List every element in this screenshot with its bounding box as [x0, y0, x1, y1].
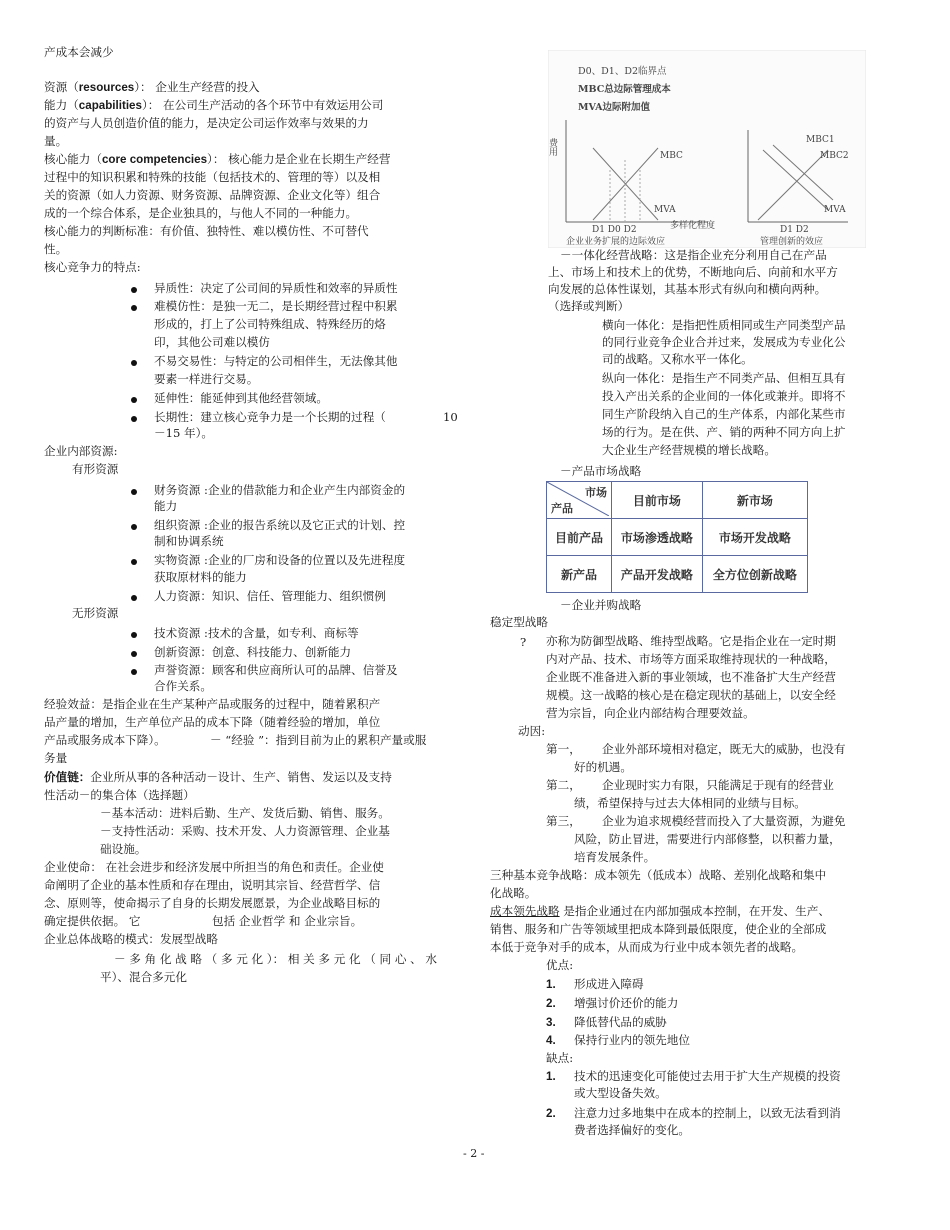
- text-line: 础设施。: [100, 842, 147, 856]
- marginal-effect-diagram: [548, 50, 866, 248]
- list-item: 长期性：建立核心竞争力是一个长期的过程（: [154, 410, 386, 424]
- bullet-icon: [131, 287, 137, 293]
- text-line: 同生产阶段纳入自己的生产体系，内部化某些市: [602, 407, 846, 421]
- section-heading: 核心竞争力的特点:: [44, 260, 141, 274]
- list-item: 增强讨价还价的能力: [574, 996, 679, 1010]
- subsection-heading: 有形资源: [72, 462, 119, 476]
- text-line: 横向一体化：是指把性质相同或生产同类型产品: [602, 318, 846, 332]
- text-line: 产品或服务成本下降）。: [44, 733, 166, 747]
- bullet-icon: [131, 524, 137, 530]
- bullet-icon: [131, 632, 137, 638]
- text-line: 销售、服务和广告等领域里把成本降到最低限度，使企业的全部成: [490, 922, 827, 936]
- list-item: 实物资源 :企业的厂房和设备的位置以及先进程度: [154, 553, 406, 567]
- value-chain-line: 价值链：企业所从事的各种活动－设计、生产、销售、发运以及支持: [44, 770, 392, 784]
- bullet-icon: [131, 595, 137, 601]
- text-line: 企业总体战略的模式：发展型战略: [44, 932, 218, 946]
- text-line: 念、原则等，使命揭示了自身的长期发展愿景，为企业战略目标的: [44, 896, 381, 910]
- subsection-heading: 缺点:: [546, 1051, 574, 1065]
- matrix-row-header: 新产品: [547, 556, 612, 593]
- text-line: 营为宗旨，向企业内部结构合理要效益。: [546, 706, 755, 720]
- y-axis-label: 费用: [548, 138, 557, 156]
- text-line: 包括 企业哲学 和 企业宗旨。: [212, 914, 363, 928]
- text-line: 三种基本竞争战略：成本领先（低成本）战略、差别化战略和集中: [490, 868, 827, 882]
- text-line: 大企业生产经营规模的增长战略。: [602, 443, 776, 457]
- list-item: 技术的迅速变化可能使过去用于扩大生产规模的投资: [574, 1069, 841, 1083]
- list-number: 2.: [546, 1107, 556, 1120]
- text-line: －企业并购战略: [560, 598, 642, 612]
- text-line: 性。: [44, 242, 68, 256]
- text-line: 性活动－的集合体（选择题）: [44, 788, 195, 802]
- list-item: 绩，希望保持与过去大体相同的业绩与目标。: [574, 796, 806, 810]
- bullet-icon: [131, 559, 137, 565]
- matrix-corner-product: 产品: [551, 502, 573, 515]
- bullet-icon: [131, 360, 137, 366]
- text-line: 化战略。: [490, 886, 537, 900]
- question-mark-icon: ?: [520, 635, 527, 649]
- list-item: 形成进入障碍: [574, 977, 644, 991]
- list-number: 1.: [546, 978, 556, 991]
- list-item: 组织资源 :企业的报告系统以及它正式的计划、控: [154, 518, 406, 532]
- text-line: 过程中的知识积累和特殊的技能（包括技术的、管理的等）以及相: [44, 170, 381, 184]
- text-line: 量。: [44, 134, 68, 148]
- x-tick-labels: D1 D2: [780, 225, 809, 235]
- list-item: －15 年）。: [154, 426, 214, 440]
- list-item: 获取原材料的能力: [154, 570, 247, 584]
- list-marker: 第一，: [546, 742, 581, 756]
- matrix-cell: 全方位创新战略: [702, 556, 807, 593]
- list-item: 合作关系。: [154, 679, 212, 693]
- text-line: 企业使命： 在社会进步和经济发展中所担当的角色和责任。企业使: [44, 860, 384, 874]
- x-tick-labels: D1 D0 D2: [592, 225, 637, 235]
- text-line: 品产量的增加，生产单位产品的成本下降（随着经验的增加，单位: [44, 715, 381, 729]
- list-item: 或大型设备失效。: [574, 1086, 667, 1100]
- matrix-cell: 产品开发战略: [612, 556, 703, 593]
- text-line: 纵向一体化：是指生产不同类产品、但相互具有: [602, 371, 846, 385]
- list-item: 创新资源：创意、科技能力、创新能力: [154, 645, 352, 659]
- text-line: －基本活动：进料后勤、生产、发货后勤、销售、服务。: [100, 806, 390, 820]
- text-line: －一体化经营战略：这是指企业充分利用自己在产品: [560, 248, 827, 262]
- text-line: 的资产与人员创造价值的能力，是决定公司运作效率与效果的力: [44, 116, 369, 130]
- mva-label: MVA: [654, 205, 676, 215]
- subsection-heading: 优点:: [546, 958, 574, 972]
- list-number: 4.: [546, 1034, 556, 1047]
- list-item: 注意力过多地集中在成本的控制上，以致无法看到消: [574, 1106, 841, 1120]
- text-line: 向发展的总体性谋划，其基本形式有纵向和横向两种。: [548, 282, 827, 296]
- bullet-icon: [131, 416, 137, 422]
- text-line: 务量: [44, 751, 68, 765]
- list-item: 费者选择偏好的变化。: [574, 1123, 690, 1137]
- text-line: （选择或判断）: [548, 299, 630, 313]
- bullet-icon: [131, 489, 137, 495]
- diagram-caption: 管理创新的效应: [760, 237, 824, 247]
- subsection-heading: 无形资源: [72, 606, 119, 620]
- list-item: 形成的，打上了公司特殊组成、特殊经历的烙: [154, 317, 386, 331]
- list-item: 企业外部环境相对稳定，既无大的威胁，也没有: [602, 742, 846, 756]
- matrix-cell: 市场渗透战略: [612, 519, 703, 556]
- mbc1-label: MBC1: [806, 135, 835, 145]
- text-line: 亦称为防御型战略、维持型战略。它是指企业在一定时期: [546, 634, 836, 648]
- text-line: 司的战略。又称水平一体化。: [602, 352, 753, 366]
- capabilities-label: 能力（capabilities）： 在公司生产活动的各个环节中有效运用公司: [44, 98, 384, 112]
- list-number: 1.: [546, 1070, 556, 1083]
- resources-label: 资源（resources）： 企业生产经营的投入: [44, 80, 260, 94]
- diagram-legend: D0、D1、D2临界点: [578, 66, 667, 77]
- text-line: － 多 角 化 战 略 （ 多 元 化 ）： 相 关 多 元 化 （ 同 心 、 水: [114, 952, 437, 966]
- text-line: 规模。这一战略的核心是在稳定现状的基础上，以安全经: [546, 688, 836, 702]
- text-line: 上、市场上和技术上的优势，不断地向后、向前和水平方: [548, 265, 838, 279]
- list-item: 难模仿性：是独一无二，是长期经营过程中积累: [154, 299, 398, 313]
- text-line: 本低于竞争对手的成本，从而成为行业中成本领先者的战略。: [490, 940, 804, 954]
- text-line: 确定提供依据。 它: [44, 914, 141, 928]
- text-line: 内对产品、技术、市场等方面采取维持现状的一种战略，: [546, 652, 836, 666]
- diagram-caption: 企业业务扩展的边际效应: [566, 237, 666, 247]
- list-item: 声誉资源：顾客和供应商所认可的品牌、信誉及: [154, 663, 398, 677]
- mbc-label: MBC: [660, 151, 683, 161]
- bullet-icon: [131, 305, 137, 311]
- matrix-col-header: 新市场: [702, 482, 807, 519]
- list-item: 技术资源 :技术的含量，如专利、商标等: [154, 626, 359, 640]
- list-item: 降低替代品的威胁: [574, 1015, 667, 1029]
- matrix-corner-cell: [547, 482, 612, 519]
- text-line: 投入产出关系的企业间的一体化或兼并。即将不: [602, 389, 846, 403]
- text-line: 成的一个综合体系，是企业独具的，与他人不同的一种能力。: [44, 206, 358, 220]
- text-line: 平）、混合多元化: [100, 970, 187, 984]
- list-number: 2.: [546, 997, 556, 1010]
- list-item: 好的机遇。: [574, 760, 632, 774]
- list-item: 企业现时实力有限，只能满足于现有的经营业: [602, 778, 834, 792]
- text-line: 命阐明了企业的基本性质和存在理由，说明其宗旨、经营哲学、信: [44, 878, 381, 892]
- subsection-heading: 动因:: [518, 724, 546, 738]
- matrix-row-header: 目前产品: [547, 519, 612, 556]
- list-item: 印，其他公司难以模仿: [154, 335, 270, 349]
- list-number: 3.: [546, 1016, 556, 1029]
- text-line: 场的行为。是在供、产、销的两种不同方向上扩: [602, 425, 846, 439]
- mbc2-label: MBC2: [820, 151, 849, 161]
- text-line: 关的资源（如人力资源、财务资源、品牌资源、企业文化等）组合: [44, 188, 381, 202]
- text-line: 的同行业竞争企业合并过来，发展成为专业化公: [602, 335, 846, 349]
- text-line: －产品市场战略: [560, 464, 642, 478]
- product-market-matrix: [546, 481, 808, 593]
- bullet-icon: [131, 651, 137, 657]
- list-item: 延伸性：能延伸到其他经营领域。: [154, 391, 328, 405]
- matrix-col-header: 目前市场: [612, 482, 703, 519]
- section-heading: 企业内部资源:: [44, 444, 118, 458]
- matrix-corner-market: 市场: [585, 486, 607, 499]
- list-item: 风险，防止冒进，需要进行内部修整，以积蓄力量，: [574, 832, 841, 846]
- text-line: － “经验 ”：指到目前为止的累积产量或服: [210, 733, 427, 747]
- diagram-legend: MVA边际附加值: [578, 102, 651, 113]
- text-line: －支持性活动：采购、技术开发、人力资源管理、企业基: [100, 824, 390, 838]
- text-line: 产成本会减少: [44, 45, 114, 59]
- core-competence-label: 核心能力（core competencies）： 核心能力是企业在长期生产经营: [44, 152, 391, 166]
- list-item: 保持行业内的领先地位: [574, 1033, 690, 1047]
- list-item: 能力: [154, 499, 178, 513]
- section-heading: 稳定型战略: [490, 615, 548, 629]
- list-item-number: 10: [443, 410, 458, 424]
- cost-leadership-line: 成本领先战略 是指企业通过在内部加强成本控制，在开发、生产、: [490, 904, 830, 918]
- mva-label: MVA: [824, 205, 846, 215]
- bullet-icon: [131, 669, 137, 675]
- text-line: 经验效益：是指企业在生产某种产品或服务的过程中，随着累积产: [44, 697, 381, 711]
- x-axis-label: 多样化程度: [670, 221, 716, 231]
- text-line: 核心能力的判断标准：有价值、独特性、难以模仿性、不可替代: [44, 224, 369, 238]
- list-marker: 第二，: [546, 778, 581, 792]
- text-line: 企业既不准备进入新的事业领域，也不准备扩大生产经营: [546, 670, 836, 684]
- list-item: 要素一样进行交易。: [154, 372, 259, 386]
- page-number: - 2 -: [463, 1147, 485, 1160]
- list-item: 企业为追求规模经营而投入了大量资源，为避免: [602, 814, 846, 828]
- list-item: 异质性：决定了公司间的异质性和效率的异质性: [154, 281, 398, 295]
- matrix-cell: 市场开发战略: [702, 519, 807, 556]
- list-item: 财务资源 :企业的借款能力和企业产生内部资金的: [154, 483, 406, 497]
- list-marker: 第三，: [546, 814, 581, 828]
- diagram-legend: MBC总边际管理成本: [578, 84, 671, 95]
- list-item: 制和协调系统: [154, 534, 224, 548]
- bullet-icon: [131, 397, 137, 403]
- list-item: 不易交易性：与特定的公司相伴生，无法像其他: [154, 354, 398, 368]
- list-item: 培育发展条件。: [574, 850, 656, 864]
- list-item: 人力资源：知识、信任、管理能力、组织惯例: [154, 589, 386, 603]
